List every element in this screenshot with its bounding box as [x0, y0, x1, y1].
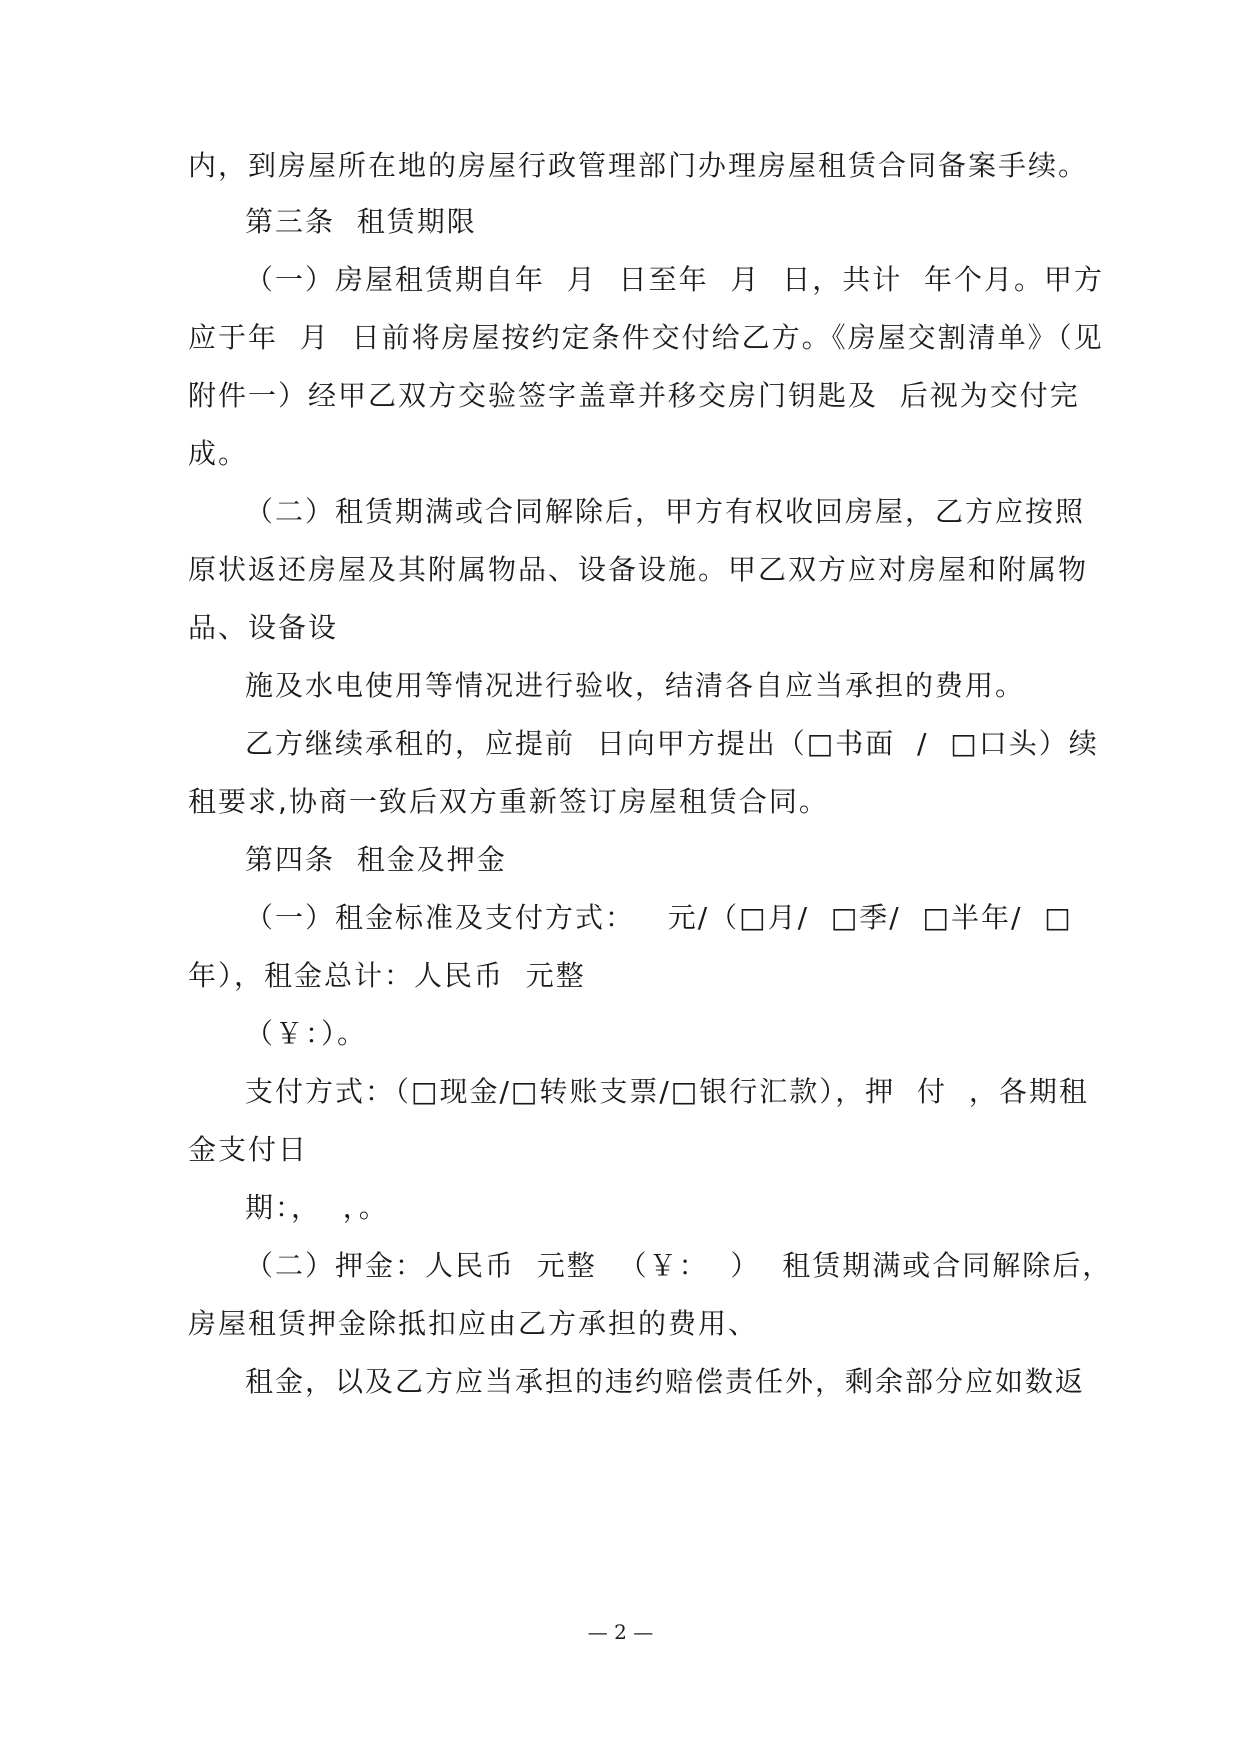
text-line: 租要求,协商一致后双方重新签订房屋租赁合同。	[188, 785, 829, 818]
text-line: 租金，以及乙方应当承担的违约赔偿责任外，剩余部分应如数返	[245, 1365, 1086, 1398]
text-line: 金支付日	[188, 1133, 309, 1166]
page-number: — 2 —	[587, 1620, 654, 1644]
text-line: 乙方继续承租的，应提前 日向甲方提出（□书面 / □口头）续	[245, 727, 1099, 760]
text-line: 内，到房屋所在地的房屋行政管理部门办理房屋租赁合同备案手续。	[188, 149, 1089, 182]
text-line: （一）租金标准及支付方式： 元/（□月/ □季/ □半年/ □	[245, 901, 1073, 934]
text-line: （二）押金：人民币 元整 （￥： ） 租赁期满或合同解除后，	[245, 1249, 1113, 1282]
text-line: 施及水电使用等情况进行验收，结清各自应当承担的费用。	[245, 669, 1026, 702]
text-line: 年），租金总计：人民币 元整	[188, 959, 586, 992]
section-heading: 第三条 租赁期限	[245, 205, 477, 238]
text-line: 期：， ，。	[245, 1191, 389, 1224]
text-line: 房屋租赁押金除抵扣应由乙方承担的费用、	[188, 1307, 759, 1340]
text-line: （一）房屋租赁期自年 月 日至年 月 日，共计 年个月。甲方	[245, 263, 1105, 296]
text-line: 附件一）经甲乙双方交验签字盖章并移交房门钥匙及 后视为交付完	[188, 379, 1080, 412]
text-line: 支付方式：（□现金/□转账支票/□银行汇款），押 付 ，各期租	[245, 1075, 1089, 1108]
text-line: 原状返还房屋及其附属物品、设备设施。甲乙双方应对房屋和附属物	[188, 553, 1089, 586]
text-line: （￥：）。	[245, 1017, 368, 1050]
text-line: （二）租赁期满或合同解除后，甲方有权收回房屋，乙方应按照	[245, 495, 1086, 528]
text-line: 应于年 月 日前将房屋按约定条件交付给乙方。《房屋交割清单》（见	[188, 321, 1104, 354]
section-heading: 第四条 租金及押金	[245, 843, 507, 876]
text-line: 成。	[188, 437, 249, 470]
text-line: 品、设备设	[188, 611, 339, 644]
